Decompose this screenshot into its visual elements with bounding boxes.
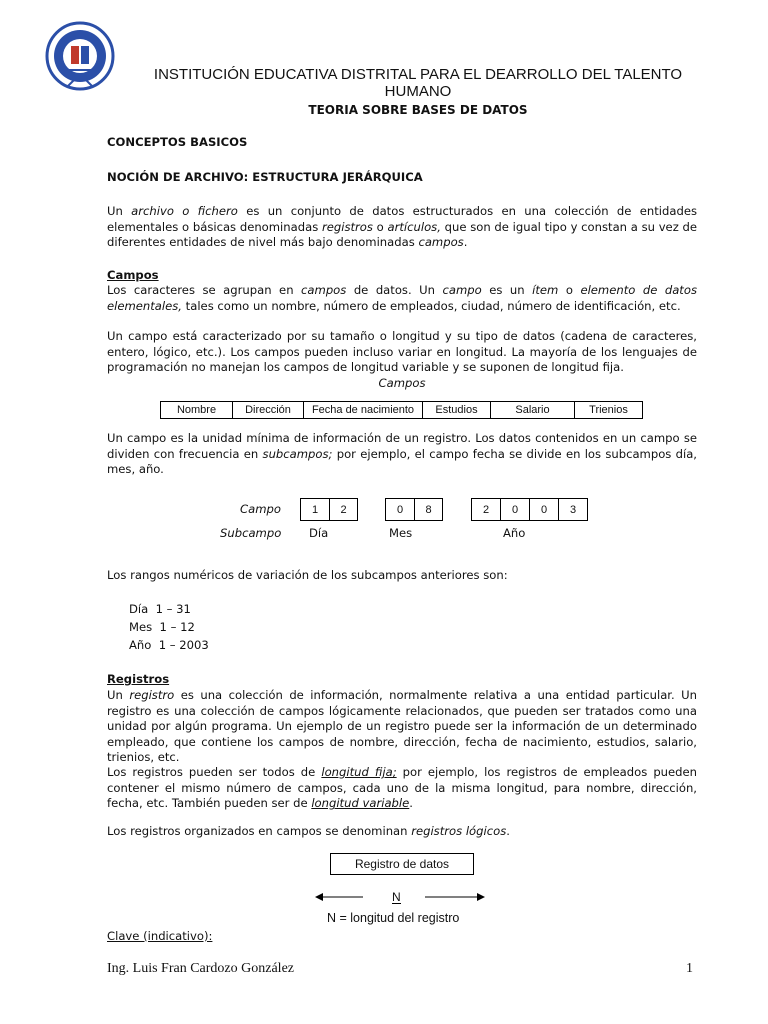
digit: 8 [425, 503, 432, 516]
campos-cell: Trienios [575, 402, 643, 419]
heading-campos: Campos [107, 268, 159, 282]
day-box [300, 498, 358, 521]
paragraph-campos-1: Los caracteres se agrupan en campos de datos. Un campo es un ítem o elemento de datos elementales, tales como un nombre, número de empleados, ciudad, número de identificación, etc. [107, 283, 697, 313]
digit: 2 [340, 503, 347, 516]
campos-caption: Campos [378, 376, 426, 390]
campos-cell: Fecha de nacimiento [304, 402, 423, 419]
campos-cell: Estudios [423, 402, 491, 419]
campos-cell: Dirección [233, 402, 304, 419]
paragraph-campos-3: Un campo es la unidad mínima de información de un registro. Los datos contenidos en un campo se dividen con frecuencia en subcampos; por ejemplo, el campo fecha se divide en los subcampos día, mes, año. [107, 431, 697, 477]
campo-label: Campo [240, 502, 281, 516]
registro-box: Registro de datos [330, 853, 474, 875]
campos-table [160, 401, 643, 419]
school-logo [44, 20, 116, 92]
clave-label: Clave (indicativo): [107, 929, 213, 943]
footer-author: Ing. Luis Fran Cardozo González [107, 961, 294, 976]
n-symbol: N [392, 890, 401, 904]
digit: 0 [386, 499, 415, 520]
paragraph-registros-1: Un registro es una colección de información, normalmente relativa a una entidad particular. Un registro es una colección de campos lógicamente relacionados, que pueden ser tratados como una unidad por algún programa. Un ejemplo de un registro puede ser la información de un determinado empleado, que contiene los campos de nombre, dirección, fecha de nacimiento, estudios, salario, trienios, etc. [107, 688, 697, 765]
campos-cell: Salario [491, 402, 575, 419]
section-nocion: NOCIÓN DE ARCHIVO: ESTRUCTURA JERÁRQUICA [107, 170, 423, 184]
digit: 2 [472, 499, 501, 520]
paragraph-archivo: Un archivo o fichero es un conjunto de datos estructurados en una colección de entidades elementales o básicas denominadas registros o artículos, que son de igual tipo y constan a su vez de diferentes entidades de nivel más bajo denominadas campos. [107, 204, 697, 250]
institution-name: INSTITUCIÓN EDUCATIVA DISTRITAL PARA EL DEARROLLO DEL TALENTO HUMANO [153, 66, 683, 100]
day-label: Día [309, 526, 329, 540]
rango-item: Mes 1 – 12 [129, 620, 195, 634]
paragraph-registros-2: Los registros pueden ser todos de longitud fija; por ejemplo, los registros de empleados pueden contener el mismo número de campos, cada uno de la misma longitud, para nombre, dirección, fecha, etc. También pueden ser de longitud variable. [107, 765, 698, 811]
rango-item: Año 1 – 2003 [129, 638, 209, 652]
paragraph-registros-3: Los registros organizados en campos se denominan registros lógicos. [107, 824, 510, 838]
digit: 3 [569, 503, 577, 516]
page-number: 1 [686, 961, 693, 976]
heading-registros: Registros [107, 672, 170, 686]
month-label: Mes [389, 526, 413, 540]
digit: 0 [501, 499, 530, 520]
month-box [385, 498, 443, 521]
rangos-intro: Los rangos numéricos de variación de los subcampos anteriores son: [107, 568, 508, 582]
section-conceptos: CONCEPTOS BASICOS [107, 135, 248, 149]
subcampo-label: Subcampo [220, 526, 282, 540]
n-caption: N = longitud del registro [327, 911, 460, 925]
digit: 1 [301, 499, 330, 520]
digit: 0 [530, 499, 559, 520]
year-label: Año [503, 526, 526, 540]
document-title: TEORIA SOBRE BASES DE DATOS [308, 103, 528, 117]
campos-cell: Nombre [161, 402, 233, 419]
rango-item: Día 1 – 31 [129, 602, 191, 616]
year-box [471, 498, 588, 521]
paragraph-campos-2: Un campo está caracterizado por su tamaño o longitud y su tipo de datos (cadena de caracteres, entero, lógico, etc.). Los campos pueden incluso variar en longitud. La mayoría de los lenguajes de programación no manejan los campos de longitud variable y se suponen de longitud fija. [107, 329, 697, 375]
